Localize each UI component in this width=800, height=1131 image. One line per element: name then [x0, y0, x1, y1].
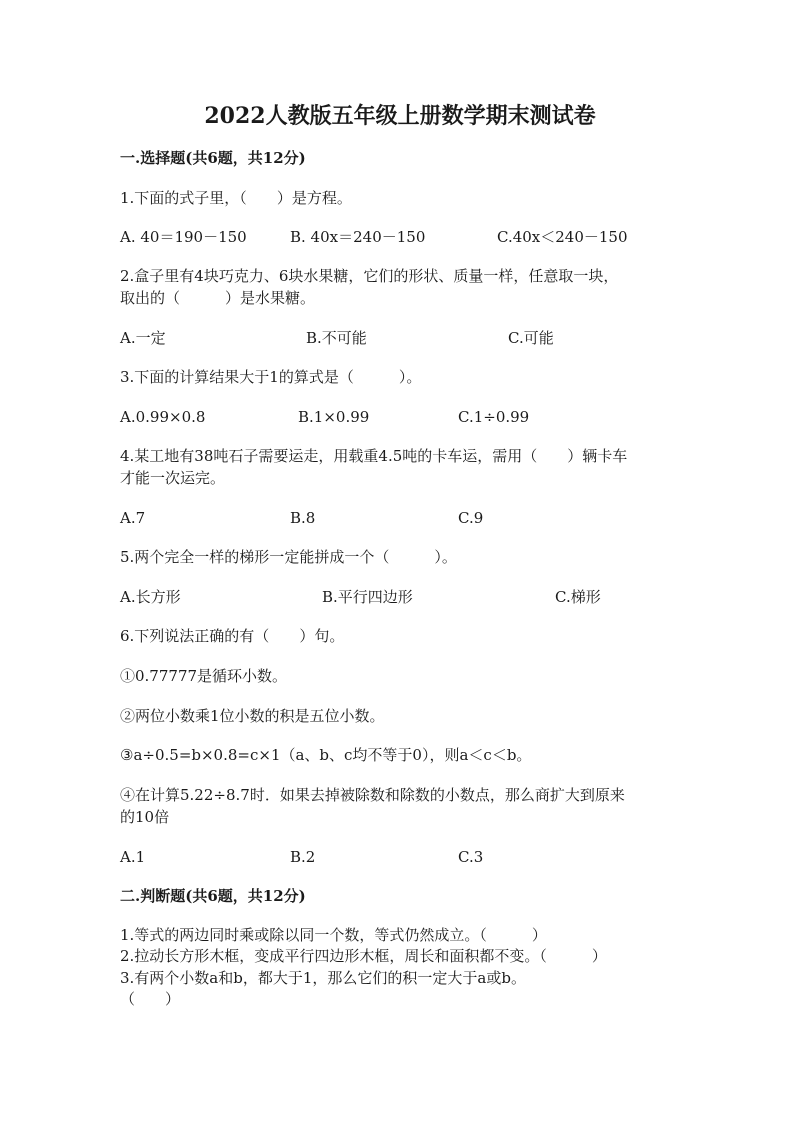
- judgement-3-text-line-1: 3.有两个小数a和b，都大于1，那么它们的积一定大于a或b。: [120, 969, 526, 987]
- question-1-option-a: A. 40＝190－150: [120, 228, 247, 246]
- question-5-option-b: B.平行四边形: [322, 588, 413, 606]
- question-3-text: 3.下面的计算结果大于1的算式是（ ）。: [120, 368, 422, 386]
- question-3-option-a: A.0.99×0.8: [120, 408, 206, 426]
- question-5-option-a: A.长方形: [120, 588, 181, 606]
- question-2-option-c: C.可能: [508, 329, 554, 347]
- question-1-option-c: C.40x＜240－150: [497, 228, 628, 246]
- question-6-option-b: B.2: [290, 848, 316, 866]
- question-6-option-c: C.3: [458, 848, 484, 866]
- page-title: 2022人教版五年级上册数学期末测试卷: [204, 103, 596, 129]
- question-6-statement-4-line-2: 的10倍: [120, 808, 170, 826]
- question-4-option-b: B.8: [290, 509, 316, 527]
- question-6-statement-4-line-1: ④在计算5.22÷8.7时．如果去掉被除数和除数的小数点，那么商扩大到原来: [120, 786, 625, 804]
- judgement-2-text: 2.拉动长方形木框，变成平行四边形木框，周长和面积都不变。（ ）: [120, 947, 607, 965]
- question-1-option-b: B. 40x＝240－150: [290, 228, 426, 246]
- question-6-statement-1: ①0.77777是循环小数。: [120, 667, 288, 685]
- question-5-text: 5.两个完全一样的梯形一定能拼成一个（ ）。: [120, 548, 457, 566]
- question-5-option-c: C.梯形: [555, 588, 601, 606]
- question-1-text: 1.下面的式子里，（ ）是方程。: [120, 189, 352, 207]
- question-4-text-line-2: 才能一次运完。: [120, 469, 226, 487]
- question-2-option-a: A.一定: [120, 329, 166, 347]
- section-heading-judgement: 二.判断题(共6题，共12分): [120, 887, 306, 905]
- question-4-text-line-1: 4.某工地有38吨石子需要运走，用载重4.5吨的卡车运，需用（ ）辆卡车: [120, 447, 628, 465]
- question-2-text-line-1: 2.盒子里有4块巧克力、6块水果糖，它们的形状、质量一样，任意取一块，: [120, 267, 619, 285]
- question-3-option-c: C.1÷0.99: [458, 408, 530, 426]
- question-6-statement-3: ③a÷0.5=b×0.8=c×1（a、b、c均不等于0），则a＜c＜b。: [120, 746, 532, 764]
- question-6-statement-2: ②两位小数乘1位小数的积是五位小数。: [120, 707, 385, 725]
- question-2-text-line-2: 取出的（ ）是水果糖。: [120, 289, 316, 307]
- question-4-option-a: A.7: [120, 509, 146, 527]
- question-6-text: 6.下列说法正确的有（ ）句。: [120, 627, 345, 645]
- question-4-option-c: C.9: [458, 509, 484, 527]
- question-3-option-b: B.1×0.99: [298, 408, 370, 426]
- judgement-3-text-line-2: （ ）: [120, 990, 181, 1008]
- question-6-option-a: A.1: [120, 848, 146, 866]
- question-2-option-b: B.不可能: [306, 329, 367, 347]
- judgement-1-text: 1.等式的两边同时乘或除以同一个数，等式仍然成立。（ ）: [120, 926, 547, 944]
- section-heading-choice: 一.选择题(共6题，共12分): [120, 149, 306, 167]
